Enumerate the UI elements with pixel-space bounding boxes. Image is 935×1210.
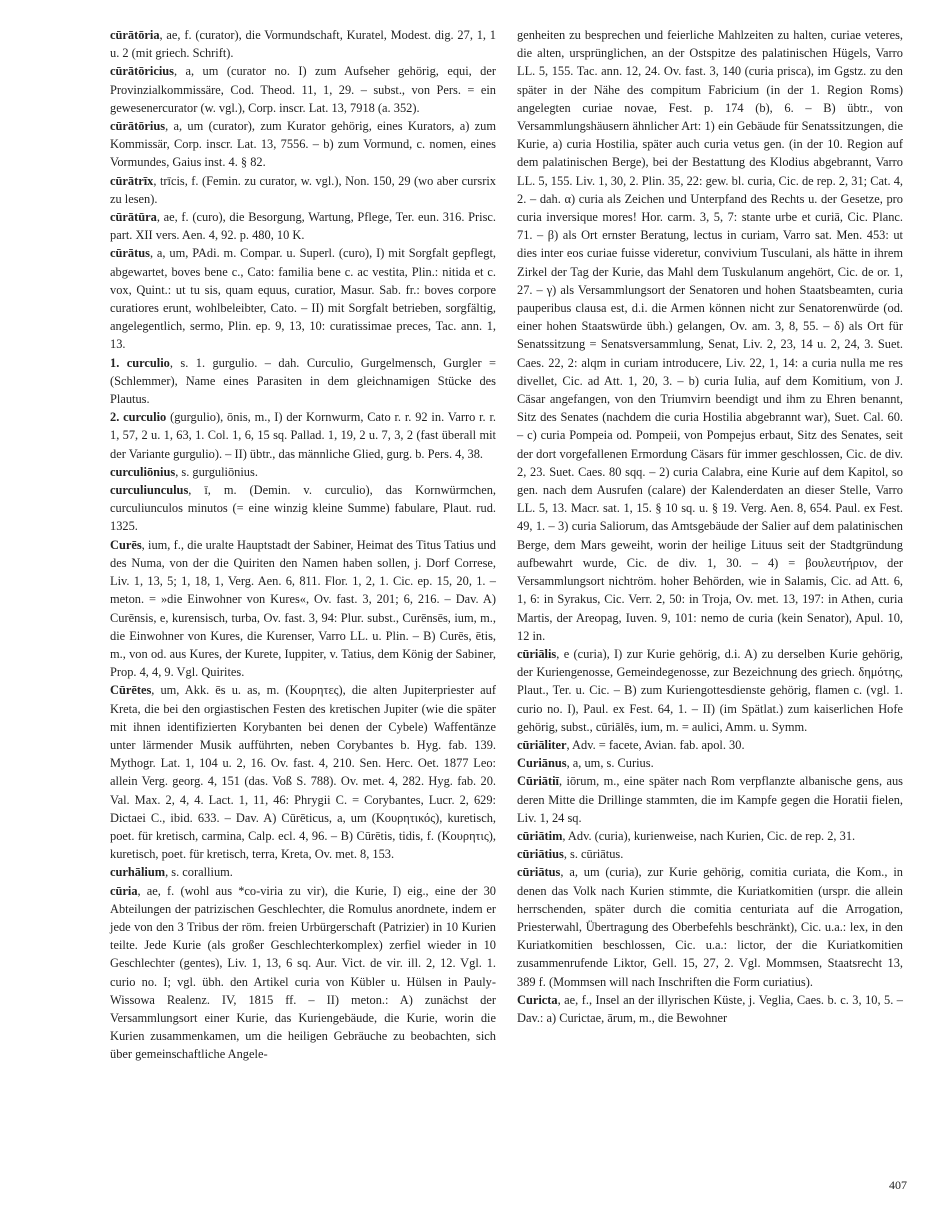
entry-headword: cūrātōria bbox=[110, 28, 160, 42]
entry-text: , um, Akk. ēs u. as, m. (Κουρητες), die alten Jupiterpriester auf Kreta, die bei den orgiastischen Festen des kretischen Jupiter (wie die später mit ihnen identifizierten Korybanten bei denen der Cybele) Waffentänze unter lärmender Musik aufführten, neben Corybantes b. Hyg. fab. 139. Mythogr. Lat. 1, 104 u. 2, 16. Ov. fast. 4, 210. Sen. Herc. Oet. 1877 Leo: allein Verg. georg. 4, 151 (das. Voß S. 788). Ov. met. 4, 282. Hyg. fab. 20. Val. Max. 2, 4, 4. Lact. 1, 11, 46: Phrygii C. = Corybantes, Lucr. 2, 629: Dictaei C., ibid. 633. – Dav. A) Cūrēticus, a, um (Κουρητικός), kuretisch, poet. für kretisch, carmina, Calp. ecl. 4, 96. – B) Cūrētis, tidis, f. (Κουρητις), kuretisch, poet. für kretisch, terra, Kreta, Ov. met. 8, 153. bbox=[110, 683, 496, 862]
dictionary-entry bbox=[110, 26, 496, 62]
entry-text: , ae, f. (curator), die Vormundschaft, Kuratel, Modest. dig. 27, 1, 1 u. 2 (mit griech. Schrift). bbox=[110, 28, 496, 61]
entry-text: , Adv. (curia), kurienweise, nach Kurien, Cic. de rep. 2, 31. bbox=[562, 828, 856, 843]
entry-text: , a, um (curia), zur Kurie gehörig, comitia curiata, die Kom., in denen das Volk nach Kurien stimmte, die Kuriatkomitien (urspr. die allein herrschenden, später durch die comitia centuriata auf die Arrogation, Priesterwahl, Übertragung des Oberbefehls beschränkt), Cic. u.a.: lex, in den Kuriatkomitien beschlossen, Cic. u.a.: lictor, der die Kuriatkomitien zusammenrufende Liktor, Gell. 15, 27, 2. Vgl. Mommsen, Staatsrecht 13, 389 f. (Mommsen will nach Inschriften die Form curiatius). bbox=[517, 865, 903, 989]
dictionary-entry bbox=[110, 481, 496, 536]
entry-text: , a, um, s. Curius. bbox=[566, 756, 654, 771]
entry-text: , s. gurguliōnius. bbox=[175, 464, 258, 479]
dictionary-entry bbox=[110, 354, 496, 409]
entry-text: , s. corallium. bbox=[165, 865, 233, 880]
dictionary-entry bbox=[517, 845, 903, 863]
dictionary-entry bbox=[517, 754, 903, 772]
entry-headword: 1. curculio bbox=[110, 355, 170, 370]
entry-text: , ae, f., Insel an der illyrischen Küste, j. Veglia, Caes. b. c. 3, 10, 5. – Dav.: a) Curictae, ārum, m., die Bewohner bbox=[517, 992, 903, 1025]
entry-headword: cūrātūra bbox=[110, 210, 157, 225]
entry-headword: cūriātim bbox=[517, 828, 563, 843]
dictionary-entry bbox=[110, 244, 496, 353]
entry-headword: cūriātius bbox=[517, 847, 564, 862]
dictionary-entry bbox=[517, 26, 903, 645]
entry-text: , trīcis, f. (Femin. zu curator, w. vgl.), Non. 150, 29 (wo aber cursrix zu lesen). bbox=[110, 173, 496, 206]
dictionary-entry bbox=[110, 408, 496, 463]
entry-text: , ium, f., die uralte Hauptstadt der Sabiner, Heimat des Titus Tatius und des Numa, von der die Quiriten den Namen haben sollen, j. Dorf Correse, Liv. 1, 13, 5; 1, 18, 1, Verg. Aen. 6, 811. Flor. 1, 2, 1. Cic. ep. 15, 20, 1. – meton. = »die Einwohner von Kures«, Ov. fast. 3, 201; 6, 216. – Dav. A) Curēnsis, e, kurensisch, turba, Ov. fast. 3, 94: Plur. subst., Curēnsēs, ium, m., die Einwohner von Kures, die Kurenser, Varro LL. u. Plin. – B) Curēs, ētis, m., von od. aus Kures, der Kurete, Iuppiter, v. Tatius, dem König der Sabiner, Prop. 4, 4, 9. Vgl. Quirites. bbox=[110, 537, 496, 680]
entry-headword: Curiānus bbox=[517, 756, 567, 771]
dictionary-entry bbox=[110, 463, 496, 481]
entry-headword: cūriālis bbox=[517, 646, 557, 661]
dictionary-entry bbox=[110, 882, 496, 1064]
dictionary-entry bbox=[110, 536, 496, 682]
entry-text: , a, um, PAdi. m. Compar. u. Superl. (curo), I) mit Sorgfalt gepflegt, abgewartet, boves bene c., Cato: familia bene c. ac vestita, Plin.: nitida et c. vox, Quint.: ut tu sis, quam equus, curatior, Masur. Sab. fr.: boves corpore curatiores erunt, wohlbeleibter, Cato. – II) mit Sorgfalt betrieben, sorgfältig, angelegentlich, sermo, Plin. ep. 9, 13, 10: curatissimae preces, Tac. ann. 1, 13. bbox=[110, 246, 496, 352]
entry-text: , ae, f. (curo), die Besorgung, Wartung, Pflege, Ter. eun. 316. Prisc. part. XII vers. Aen. 4, 92. p. 480, 10 K. bbox=[110, 210, 496, 243]
dictionary-entry bbox=[110, 172, 496, 208]
dictionary-entry bbox=[517, 772, 903, 827]
entry-headword: 2. curculio bbox=[110, 410, 167, 425]
entry-text: , iōrum, m., eine später nach Rom verpflanzte albanische gens, aus deren Mitte die Drillinge stammten, die im Kampfe gegen die Horatii fielen, Liv. 1, 24 sq. bbox=[517, 774, 903, 825]
entry-text: , ī, m. (Demin. v. curculio), das Kornwürmchen, curculiunculos minutos (= eine winzig kleine Summe) fabulare, Plaut. rud. 1325. bbox=[110, 483, 496, 534]
entry-headword: cūriāliter bbox=[517, 737, 567, 752]
dictionary-entry bbox=[110, 62, 496, 117]
entry-text: genheiten zu besprechen und feierliche Mahlzeiten zu halten, curiae veteres, die alten, ursprünglichen, an der Ostspitze des palatinischen Hügels, Varro LL. 5, 155. Tac. ann. 12, 24. Ov. fast. 3, 140 (curia prisca), im Ggstz. zu den später in der Nähe des compitum Fabricium (in der 1. Region Roms) angelegten curiae novae, Fest. p. 174 (b), 6. – B) übtr., von Versammlungshäusern ähnlicher Art: 1) ein Gebäude für Senatssitzungen, die Kurie, a) curia Hostilia, später auch curia vetus gen. (in der 10. Region auf dem palatinischen Berge), bei der Bestattung des Klodius abgebrannt, Varro LL. 5, 155. Liv. 1, 30, 2. Plin. 35, 22: gew. bl. curia, Cic. de rep. 2, 31; Cat. 4, 2. – dah. α) curia als Zeichen und Unterpfand des Rechts u. der Gesetze, pro curia inversique mores! Hor. carm. 3, 5, 7: stante urbe et curiā, Cic. Planc. 71. – β) als Ort ernster Beratung, lectus in curiam, Varro sat. Men. 453: ut dies inter eos curiae fuisse videretur, convivium Tusculani, als hätte in ihrem Zirkel der Tag der Kurie, das Mahl dem Tuskulanum angehört, Cic. de or. 1, 27. – γ) als Versammlungsort der Senatoren und hohen Staatsbeamten, curia pauperibus clausa est, d.i. die Armen können nicht zur Senatorenwürde (od. einer hohen Staatswürde übh.) gelangen, Ov. am. 3, 8, 55. – δ) als Ort für Senatssitzung = Senatsversammlung, Senat, Liv. 2, 23, 14 u. 2, 24, 3. Suet. Caes. 22, 2: alqm in curiam introducere, Liv. 22, 1, 14: a curia nulla me res divellet, Cic. ad Att. 1, 20, 3. – b) curia Iulia, auf dem Komitium, von J. Cäsar angefangen, von den Triumvirn beendigt und ihm zu Ehren benannt, Sitz des Senates (nachdem die curia Hostilia abgebrannt war), Suet. Cal. 60. – c) curia Pompeia od. Pompeii, von Pompejus erbaut, Sitz des Senates, seit der dort vorgefallenen Ermordung Cäsars für immer geschlossen, Cic. de div. 2, 23. Suet. Caes. 80 sqq. – 2) curia Calabra, eine Kurie auf dem Kapitol, so gen. nach dem Ausrufen (calare) der Kalenderdaten an dieser Stelle, Varro LL. 5, 13. Macr. sat. 1, 15. § 10 sq. u. § 19. Verg. Aen. 8, 654. Paul. ex Fest. 49, 1. – 3) curia Saliorum, das Amtsgebäude der Salier auf dem palatinischen Berge, dem Mars geweiht, worin der heilige Lituus seit der Stadtgründung aufbewahrt wurde, Cic. de div. 1, 30. – 4) = βουλευτήριον, der Versammlungsort nichtröm. hoher Behörden, wie in Salamis, Cic. ad Att. 6, 1, 6: in Syrakus, Cic. Verr. 2, 50: in Troja, Ov. met. 13, 197: in Athen, curia Martis, der Areopag, Iuven. 9, 101: nemo de curia (kein Senator), Apul. 10, 12 in. bbox=[517, 28, 903, 643]
entry-headword: cūrātus bbox=[110, 246, 150, 261]
entry-text: (gurgulio), ōnis, m., I) der Kornwurm, Cato r. r. 92 in. Varro r. r. 1, 57, 2 u. 1, 63, 1. Col. 1, 6, 15 sq. Pallad. 1, 19, 2 u. 7, 3, 2 (fast überall mit der Variante gurgulio). – II) übtr., das männliche Glied, gurg. b. Pers. 4, 38. bbox=[110, 410, 497, 461]
entry-text: , a, um (curator), zum Kurator gehörig, eines Kurators, a) zum Kommissär, Corp. inscr. Lat. 13, 7556. – b) zum Vormund, c. nomen, eines Vormundes, Gaius inst. 4. § 82. bbox=[110, 119, 496, 170]
dictionary-entry bbox=[110, 208, 496, 244]
entry-headword: cūrātōrius bbox=[110, 119, 166, 134]
entry-headword: curculiōnius bbox=[110, 464, 176, 479]
dictionary-entry bbox=[517, 645, 903, 736]
entry-headword: Curicta bbox=[517, 992, 558, 1007]
entry-headword: Cūriātiī bbox=[517, 774, 559, 789]
dictionary-entry bbox=[517, 827, 903, 845]
entry-headword: cūrātrīx bbox=[110, 173, 154, 188]
dictionary-entry bbox=[517, 991, 903, 1027]
entry-text: , Adv. = facete, Avian. fab. apol. 30. bbox=[566, 737, 745, 752]
entry-headword: curculiunculus bbox=[110, 483, 189, 498]
dictionary-entry bbox=[517, 863, 903, 990]
entry-headword: cūriātus bbox=[517, 865, 561, 880]
entry-headword: cūrātōricius bbox=[110, 64, 175, 79]
dictionary-entry bbox=[110, 863, 496, 881]
entry-headword: curhālium bbox=[110, 865, 166, 880]
entry-headword: cūria bbox=[110, 883, 138, 898]
page-number: 407 bbox=[889, 1178, 907, 1192]
dictionary-entry bbox=[110, 681, 496, 863]
entry-text: , e (curia), I) zur Kurie gehörig, d.i. A) zu derselben Kurie gehörig, der Kuriengenosse, Gemeindegenosse, zur Bezeichnung des griech. δημότης, Plaut., Ter. u. Cic. – B) zum Kuriengottesdienste gehörig, flamen c. (vgl. 1. curio no. I), Paul. ex Fest. 64, 1. – II) (im Spätlat.) zum kaiserlichen Hofe gehörig, subst., cūriālēs, ium, m. = aulici, Amm. u. Symm. bbox=[517, 646, 903, 734]
entry-headword: Curēs bbox=[110, 537, 142, 552]
right-column bbox=[517, 26, 903, 1027]
entry-text: , a, um (curator no. I) zum Aufseher gehörig, equi, der Provinzialkommissäre, Cod. Theod. 11, 1, 29. – subst., von Pers. = ein gewesenercurator (w. vgl.), Corp. inscr. Lat. 13, 7918 (a. 352). bbox=[110, 64, 496, 115]
dictionary-entry bbox=[110, 117, 496, 172]
entry-headword: Cūrētes bbox=[110, 683, 152, 698]
entry-text: , s. 1. gurgulio. – dah. Curculio, Gurgelmensch, Gurgler = (Schlemmer), Name eines Parasiten in dem gleichnamigen Stücke des Plautus. bbox=[110, 355, 497, 407]
entry-text: , ae, f. (wohl aus *co-viria zu vir), die Kurie, I) eig., eine der 30 Abteilungen der patrizischen Geschlechter, die Romulus anordnete, indem er jede von den 3 Tribus der röm. freien Urbürgerschaft (Patrizier) in 10 Kurien teilte. Jede Kurie (als großer Geschlechterkomplex) zerfiel wieder in 10 Geschlechter (gentes), Liv. 1, 13, 6 sq. Aur. Vict. de vir. ill. 2, 12. Vgl. 1. curio no. I; vgl. übh. den Artikel curia von Kübler u. Hülsen in Pauly-Wissowa Realenz. IV, 1815 ff. – II) meton.: A) zunächst der Versammlungsort einer Kurie, das Kuriengebäude, die Kurie, worin die Kurien zusammenkamen, um die heiligen Gebräuche zu beobachten, sich über gemeinschaftliche Angele- bbox=[110, 883, 496, 1062]
entry-text: , s. cūriātus. bbox=[563, 847, 624, 862]
left-column bbox=[110, 26, 496, 1064]
dictionary-entry bbox=[517, 736, 903, 754]
